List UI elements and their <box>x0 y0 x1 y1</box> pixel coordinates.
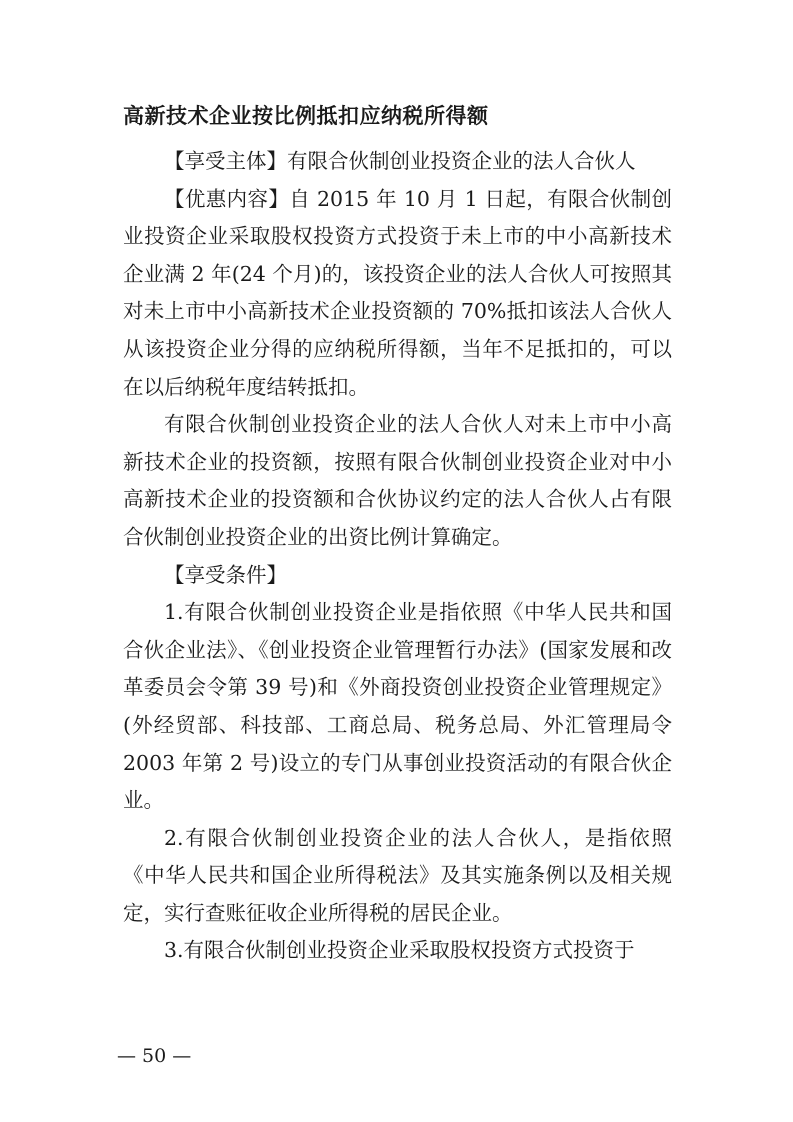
section-heading: 高新技术企业按比例抵扣应纳税所得额 <box>123 104 489 128</box>
paragraph-subject: 【享受主体】有限合伙制创业投资企业的法人合伙人 <box>164 149 636 173</box>
paragraph-condition-1: 1.有限合伙制创业投资企业是指依照《中华人民共和国合伙企业法》、《创业投资企业管理暂行办法》(国家发展和改革委员会令第 39 号)和《外商投资创业投资企业管理规定》(外经贸部、科技部、工商总局、税务总局、外汇管理局令 2003 年第 2 号)设立的专门从事创业投资活动的有限合伙企业。 <box>123 600 672 813</box>
paragraph-benefit: 【优惠内容】自 2015 年 10 月 1 日起，有限合伙制创业投资企业采取股权投资方式投资于未上市的中小高新技术企业满 2 年(24 个月)的，该投资企业的法人合伙人可按照其对未上市中小高新技术企业投资额的 70%抵扣该法人合伙人从该投资企业分得的应纳税所得额，当年不足抵扣的，可以在以后纳税年度结转抵扣。 <box>123 186 672 399</box>
paragraph-investment-amount: 有限合伙制创业投资企业的法人合伙人对未上市中小高新技术企业的投资额，按照有限合伙制创业投资企业对中小高新技术企业的投资额和合伙协议约定的法人合伙人占有限合伙制创业投资企业的出资比例计算确定。 <box>123 412 672 549</box>
paragraph-conditions-heading: 【享受条件】 <box>164 562 287 587</box>
body-text <box>123 143 672 970</box>
paragraph-condition-3: 3.有限合伙制创业投资企业采取股权投资方式投资于 <box>164 938 635 963</box>
paragraph-condition-2: 2.有限合伙制创业投资企业的法人合伙人，是指依照《中华人民共和国企业所得税法》及其实施条例以及相关规定，实行查账征收企业所得税的居民企业。 <box>123 825 672 925</box>
page-number: — 50 — <box>117 1045 192 1067</box>
